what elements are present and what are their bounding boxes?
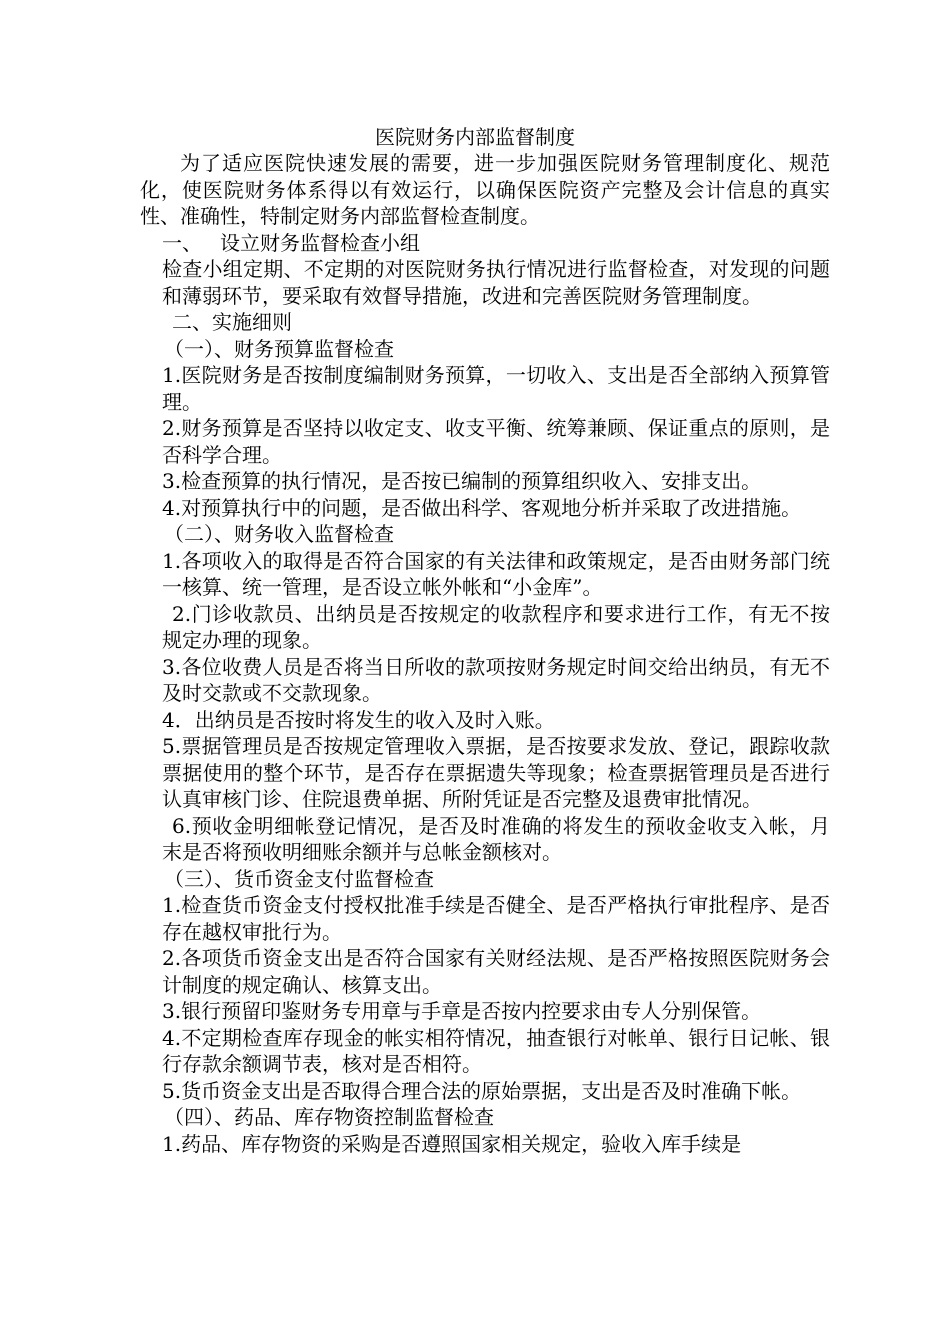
list-item: 4．出纳员是否按时将发生的收入及时入账。 (162, 707, 555, 732)
section-1-number: 一、 (162, 230, 202, 255)
list-item: 1.检查货币资金支付授权批准手续是否健全、是否严格执行审批程序、是否存在越权审批行为。 (162, 893, 830, 944)
document-body (140, 150, 830, 1157)
list-item: 1.各项收入的取得是否符合国家的有关法律和政策规定，是否由财务部门统一核算、统一管理，是否设立帐外帐和“小金库”。 (162, 548, 830, 599)
list-item: 2.财务预算是否坚持以收定支、收支平衡、统筹兼顾、保证重点的原则，是否科学合理。 (162, 416, 830, 467)
subsection-4-heading: （四）、药品、库存物资控制监督检查 (164, 1105, 494, 1129)
subsection-1-heading: （一）、财务预算监督检查 (164, 336, 394, 361)
list-item: 2.门诊收款员、出纳员是否按规定的收款程序和要求进行工作，有无不按规定办理的现象。 (162, 601, 830, 652)
intro-paragraph: 为了适应医院快速发展的需要，进一步加强医院财务管理制度化、规范化，使医院财务体系得以有效运行，以确保医院资产完整及会计信息的真实性、准确性，特制定财务内部监督检查制度。 (140, 151, 830, 228)
list-item: 6.预收金明细帐登记情况，是否及时准确的将发生的预收金收支入帐，月末是否将预收明细账余额并与总帐金额核对。 (162, 813, 830, 864)
list-item: 1.医院财务是否按制度编制财务预算，一切收入、支出是否全部纳入预算管理。 (162, 363, 830, 414)
section-1-heading (140, 230, 830, 257)
list-item: 4.不定期检查库存现金的帐实相符情况，抽查银行对帐单、银行日记帐、银行存款余额调节表，核对是否相符。 (162, 1025, 830, 1076)
list-item: 4.对预算执行中的问题，是否做出科学、客观地分析并采取了改进措施。 (162, 495, 802, 520)
section-1-title: 设立财务监督检查小组 (220, 230, 420, 255)
subsection-2-heading: （二）、财务收入监督检查 (164, 522, 394, 546)
section-2-heading: 二、实施细则 (172, 310, 292, 334)
list-item: 3.各位收费人员是否将当日所收的款项按财务规定时间交给出纳员，有无不及时交款或不交款现象。 (162, 654, 830, 705)
document-title: 医院财务内部监督制度 (375, 125, 575, 149)
list-item: 1.药品、库存物资的采购是否遵照国家相关规定，验收入库手续是 (162, 1131, 742, 1156)
list-item: 3.检查预算的执行情况，是否按已编制的预算组织收入、安排支出。 (162, 469, 762, 493)
section-1-body: 检查小组定期、不定期的对医院财务执行情况进行监督检查，对发现的问题和薄弱环节，要采取有效督导措施，改进和完善医院财务管理制度。 (162, 257, 830, 308)
list-item: 3.银行预留印鉴财务专用章与手章是否按内控要求由专人分别保管。 (162, 999, 762, 1023)
list-item: 5.货币资金支出是否取得合理合法的原始票据，支出是否及时准确下帐。 (162, 1078, 802, 1103)
list-item: 5.票据管理员是否按规定管理收入票据，是否按要求发放、登记，跟踪收款票据使用的整个环节，是否存在票据遗失等现象；检查票据管理员是否进行认真审核门诊、住院退费单据、所附凭证是否完整及退费审批情况。 (162, 734, 830, 811)
subsection-3-heading: （三）、货币资金支付监督检查 (164, 866, 434, 891)
list-item: 2.各项货币资金支出是否符合国家有关财经法规、是否严格按照医院财务会计制度的规定确认、核算支出。 (162, 946, 830, 997)
